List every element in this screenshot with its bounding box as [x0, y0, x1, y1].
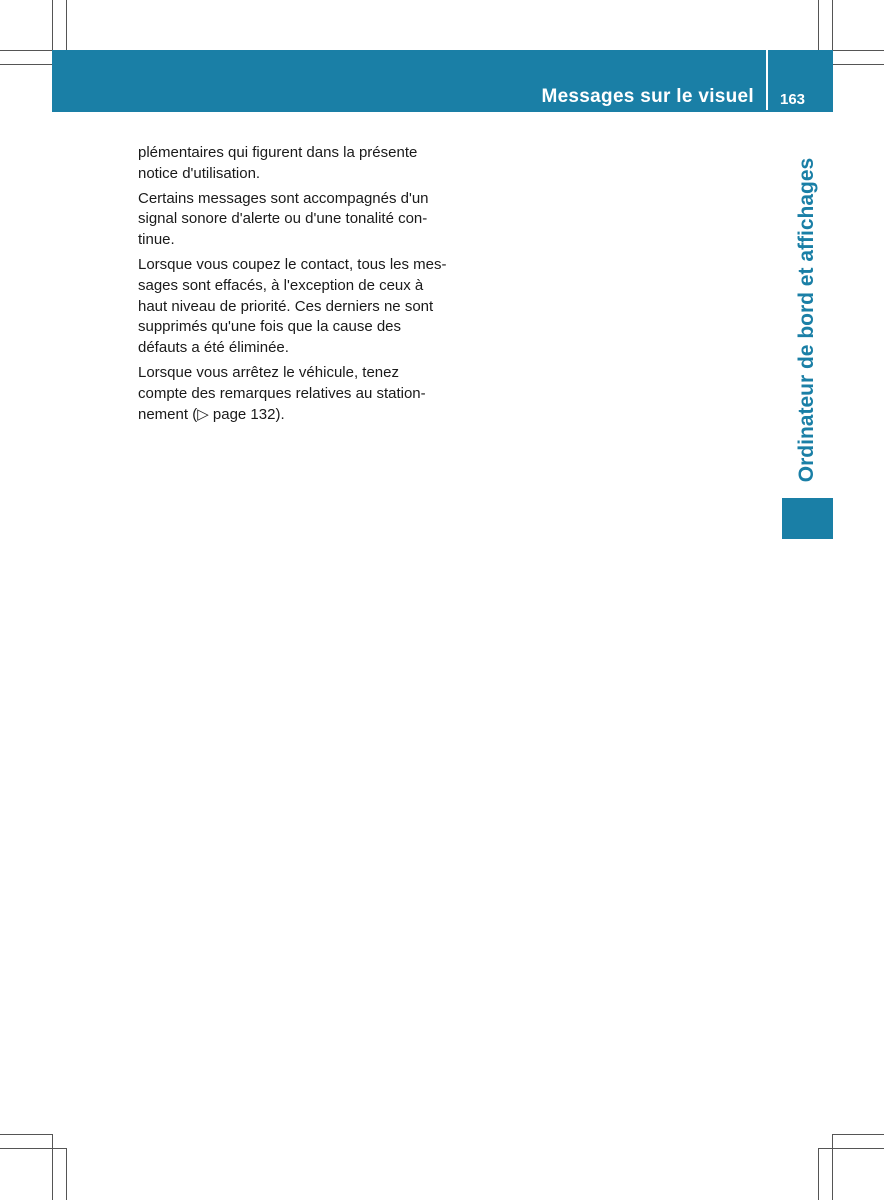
- crop-mark: [818, 1148, 884, 1149]
- crop-mark: [818, 1148, 819, 1200]
- crop-mark: [832, 1134, 884, 1135]
- text-line: Lorsque vous coupez le contact, tous les mes-: [138, 255, 447, 273]
- text-line: compte des remarques relatives au station-: [138, 384, 426, 402]
- paragraph: [138, 255, 446, 359]
- header-rule: [52, 110, 833, 112]
- page-number: 163: [780, 91, 806, 108]
- crop-mark: [832, 0, 833, 50]
- text-line: Lorsque vous arrêtez le véhicule, tenez: [138, 363, 399, 381]
- text-line: Certains messages sont accompagnés d'un: [138, 189, 429, 207]
- page-number-box: [768, 50, 833, 110]
- paragraph: [138, 363, 446, 425]
- section-title: Messages sur le visuel: [541, 86, 754, 107]
- text-line: supprimés qu'une fois que la cause des: [138, 318, 402, 336]
- section-header-band: [52, 50, 766, 110]
- crop-mark: [52, 1134, 53, 1200]
- body-text: [138, 143, 446, 429]
- chapter-marker-block: [782, 498, 833, 539]
- text-line: défauts a été éliminée.: [138, 339, 289, 357]
- text-line: tinue.: [138, 231, 175, 249]
- paragraph: [138, 143, 446, 185]
- crop-mark: [66, 0, 67, 50]
- chapter-side-tab-label: Ordinateur de bord et affichages: [795, 157, 818, 483]
- paragraph: [138, 189, 446, 251]
- crop-mark: [0, 1148, 66, 1149]
- crop-mark: [0, 64, 52, 65]
- text-line: plémentaires qui figurent dans la présente: [138, 144, 418, 161]
- text-line: notice d'utilisation.: [138, 164, 261, 182]
- crop-mark: [52, 0, 53, 50]
- crop-mark: [0, 50, 52, 51]
- crop-mark: [832, 64, 884, 65]
- crop-mark: [832, 1134, 833, 1200]
- crop-mark: [0, 1134, 52, 1135]
- chapter-side-tab: [782, 145, 832, 495]
- crop-mark: [818, 0, 819, 50]
- page-reference-line: nement (▷ page 132).: [138, 405, 285, 423]
- text-line: signal sonore d'alerte ou d'une tonalité con-: [138, 210, 428, 228]
- text-line: haut niveau de priorité. Ces derniers ne sont: [138, 297, 434, 315]
- text-line: sages sont effacés, à l'exception de ceux à: [138, 276, 424, 294]
- crop-mark: [66, 1148, 67, 1200]
- crop-mark: [832, 50, 884, 51]
